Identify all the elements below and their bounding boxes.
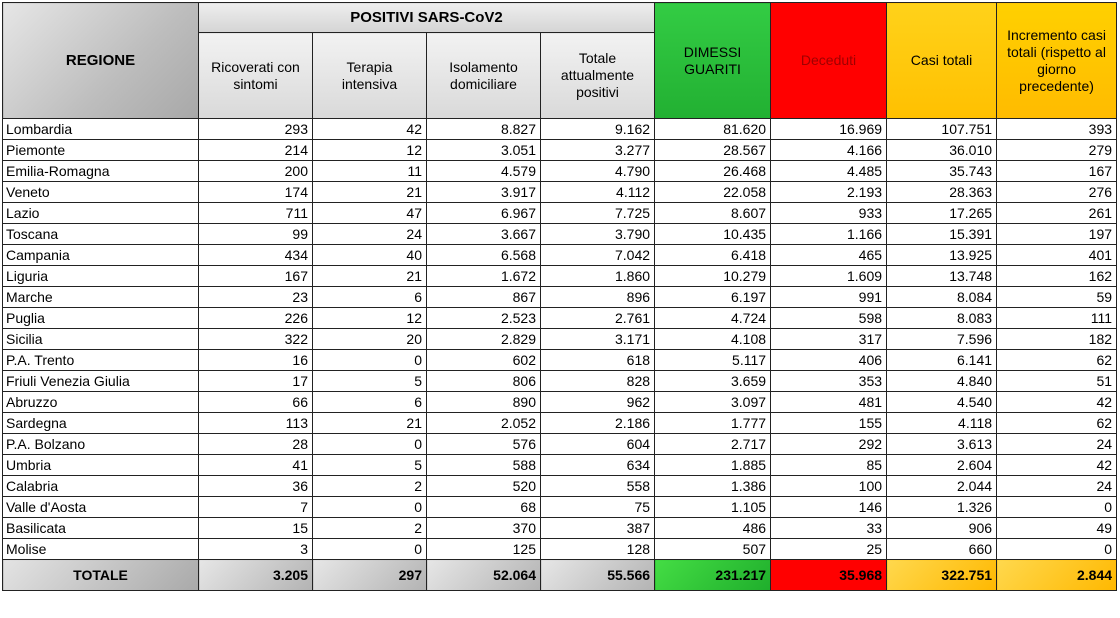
cell-value: 2.052 <box>427 413 541 434</box>
cell-value: 42 <box>997 455 1117 476</box>
region-name: Abruzzo <box>3 392 199 413</box>
cell-value: 2.604 <box>887 455 997 476</box>
cell-value: 261 <box>997 203 1117 224</box>
total-value: 55.566 <box>541 560 655 591</box>
cell-value: 36 <box>199 476 313 497</box>
cell-value: 7.042 <box>541 245 655 266</box>
cell-value: 3.171 <box>541 329 655 350</box>
table-row <box>3 140 1117 161</box>
table-row <box>3 245 1117 266</box>
cell-value: 1.166 <box>771 224 887 245</box>
cell-value: 1.105 <box>655 497 771 518</box>
total-row <box>3 560 1117 591</box>
cell-value: 393 <box>997 119 1117 140</box>
cell-value: 51 <box>997 371 1117 392</box>
cell-value: 13.748 <box>887 266 997 287</box>
region-name: Liguria <box>3 266 199 287</box>
cell-value: 7.725 <box>541 203 655 224</box>
cell-value: 828 <box>541 371 655 392</box>
cell-value: 28.567 <box>655 140 771 161</box>
cell-value: 17.265 <box>887 203 997 224</box>
cell-value: 40 <box>313 245 427 266</box>
total-value: 297 <box>313 560 427 591</box>
table-row <box>3 371 1117 392</box>
cell-value: 4.485 <box>771 161 887 182</box>
cell-value: 41 <box>199 455 313 476</box>
cell-value: 107.751 <box>887 119 997 140</box>
cell-value: 85 <box>771 455 887 476</box>
cell-value: 4.840 <box>887 371 997 392</box>
table-row <box>3 350 1117 371</box>
region-name: P.A. Trento <box>3 350 199 371</box>
cell-value: 5.117 <box>655 350 771 371</box>
cell-value: 806 <box>427 371 541 392</box>
cell-value: 3.051 <box>427 140 541 161</box>
cell-value: 4.540 <box>887 392 997 413</box>
cell-value: 7 <box>199 497 313 518</box>
cell-value: 3.659 <box>655 371 771 392</box>
cell-value: 1.386 <box>655 476 771 497</box>
region-name: Valle d'Aosta <box>3 497 199 518</box>
cell-value: 2 <box>313 518 427 539</box>
region-name: Toscana <box>3 224 199 245</box>
cell-value: 276 <box>997 182 1117 203</box>
cell-value: 2.186 <box>541 413 655 434</box>
cell-value: 0 <box>313 497 427 518</box>
region-name: Campania <box>3 245 199 266</box>
cell-value: 2.761 <box>541 308 655 329</box>
cell-value: 62 <box>997 350 1117 371</box>
cell-value: 962 <box>541 392 655 413</box>
region-name: Calabria <box>3 476 199 497</box>
cell-value: 896 <box>541 287 655 308</box>
cell-value: 75 <box>541 497 655 518</box>
region-name: P.A. Bolzano <box>3 434 199 455</box>
cell-value: 0 <box>997 539 1117 560</box>
cell-value: 24 <box>997 434 1117 455</box>
cell-value: 128 <box>541 539 655 560</box>
cell-value: 21 <box>313 182 427 203</box>
cell-value: 1.777 <box>655 413 771 434</box>
cell-value: 24 <box>997 476 1117 497</box>
cell-value: 16.969 <box>771 119 887 140</box>
cell-value: 1.885 <box>655 455 771 476</box>
region-name: Basilicata <box>3 518 199 539</box>
cell-value: 6.197 <box>655 287 771 308</box>
cell-value: 711 <box>199 203 313 224</box>
cell-value: 68 <box>427 497 541 518</box>
header-positivi: POSITIVI SARS-CoV2 <box>199 3 655 33</box>
cell-value: 21 <box>313 413 427 434</box>
cell-value: 162 <box>997 266 1117 287</box>
cell-value: 214 <box>199 140 313 161</box>
cell-value: 634 <box>541 455 655 476</box>
cell-value: 576 <box>427 434 541 455</box>
header-dimessi: DIMESSI GUARITI <box>655 3 771 119</box>
cell-value: 2.044 <box>887 476 997 497</box>
cell-value: 322 <box>199 329 313 350</box>
cell-value: 167 <box>199 266 313 287</box>
cell-value: 10.435 <box>655 224 771 245</box>
cell-value: 991 <box>771 287 887 308</box>
table-row <box>3 161 1117 182</box>
region-name: Friuli Venezia Giulia <box>3 371 199 392</box>
cell-value: 0 <box>313 539 427 560</box>
cell-value: 3.917 <box>427 182 541 203</box>
cell-value: 15 <box>199 518 313 539</box>
header-totale-positivi: Totale attualmente positivi <box>541 33 655 119</box>
cell-value: 890 <box>427 392 541 413</box>
cell-value: 370 <box>427 518 541 539</box>
cell-value: 293 <box>199 119 313 140</box>
cell-value: 2.829 <box>427 329 541 350</box>
cell-value: 182 <box>997 329 1117 350</box>
cell-value: 6.967 <box>427 203 541 224</box>
cell-value: 15.391 <box>887 224 997 245</box>
cell-value: 1.326 <box>887 497 997 518</box>
cell-value: 4.118 <box>887 413 997 434</box>
cell-value: 10.279 <box>655 266 771 287</box>
cell-value: 618 <box>541 350 655 371</box>
cell-value: 4.108 <box>655 329 771 350</box>
total-value: 3.205 <box>199 560 313 591</box>
cell-value: 47 <box>313 203 427 224</box>
table-row <box>3 182 1117 203</box>
cell-value: 22.058 <box>655 182 771 203</box>
cell-value: 6.141 <box>887 350 997 371</box>
table-row <box>3 119 1117 140</box>
table-row <box>3 203 1117 224</box>
header-ricoverati: Ricoverati con sintomi <box>199 33 313 119</box>
region-name: Puglia <box>3 308 199 329</box>
cell-value: 35.743 <box>887 161 997 182</box>
cell-value: 3.097 <box>655 392 771 413</box>
cell-value: 2 <box>313 476 427 497</box>
cell-value: 8.827 <box>427 119 541 140</box>
cell-value: 16 <box>199 350 313 371</box>
cell-value: 507 <box>655 539 771 560</box>
cell-value: 174 <box>199 182 313 203</box>
cell-value: 6 <box>313 392 427 413</box>
region-name: Lombardia <box>3 119 199 140</box>
cell-value: 353 <box>771 371 887 392</box>
cell-value: 660 <box>887 539 997 560</box>
header-isolamento: Isolamento domiciliare <box>427 33 541 119</box>
table-row <box>3 413 1117 434</box>
header-casi-totali: Casi totali <box>887 3 997 119</box>
cell-value: 8.083 <box>887 308 997 329</box>
cell-value: 66 <box>199 392 313 413</box>
cell-value: 317 <box>771 329 887 350</box>
region-name: Molise <box>3 539 199 560</box>
table-row <box>3 539 1117 560</box>
header-incremento: Incremento casi totali (rispetto al giorno precedente) <box>997 3 1117 119</box>
cell-value: 1.609 <box>771 266 887 287</box>
cell-value: 13.925 <box>887 245 997 266</box>
cell-value: 11 <box>313 161 427 182</box>
region-name: Veneto <box>3 182 199 203</box>
table-row <box>3 329 1117 350</box>
header-regione: REGIONE <box>3 3 199 119</box>
cell-value: 49 <box>997 518 1117 539</box>
cell-value: 486 <box>655 518 771 539</box>
cell-value: 598 <box>771 308 887 329</box>
cell-value: 6.568 <box>427 245 541 266</box>
cell-value: 5 <box>313 455 427 476</box>
cell-value: 59 <box>997 287 1117 308</box>
region-name: Marche <box>3 287 199 308</box>
cell-value: 604 <box>541 434 655 455</box>
table-row <box>3 392 1117 413</box>
cell-value: 1.860 <box>541 266 655 287</box>
cell-value: 21 <box>313 266 427 287</box>
cell-value: 3 <box>199 539 313 560</box>
cell-value: 20 <box>313 329 427 350</box>
cell-value: 12 <box>313 308 427 329</box>
cell-value: 167 <box>997 161 1117 182</box>
cell-value: 100 <box>771 476 887 497</box>
cell-value: 28.363 <box>887 182 997 203</box>
cell-value: 867 <box>427 287 541 308</box>
cell-value: 7.596 <box>887 329 997 350</box>
cell-value: 226 <box>199 308 313 329</box>
total-value: 52.064 <box>427 560 541 591</box>
cell-value: 8.607 <box>655 203 771 224</box>
cell-value: 387 <box>541 518 655 539</box>
header-deceduti: Deceduti <box>771 3 887 119</box>
cell-value: 3.667 <box>427 224 541 245</box>
table-row <box>3 266 1117 287</box>
cell-value: 24 <box>313 224 427 245</box>
cell-value: 434 <box>199 245 313 266</box>
total-value: 322.751 <box>887 560 997 591</box>
table-row <box>3 434 1117 455</box>
cell-value: 155 <box>771 413 887 434</box>
total-label: TOTALE <box>3 560 199 591</box>
cell-value: 401 <box>997 245 1117 266</box>
cell-value: 0 <box>313 434 427 455</box>
cell-value: 3.613 <box>887 434 997 455</box>
cell-value: 933 <box>771 203 887 224</box>
cell-value: 481 <box>771 392 887 413</box>
cell-value: 99 <box>199 224 313 245</box>
cell-value: 62 <box>997 413 1117 434</box>
covid-table <box>2 2 1117 591</box>
table-body <box>3 119 1117 591</box>
cell-value: 4.112 <box>541 182 655 203</box>
region-name: Umbria <box>3 455 199 476</box>
cell-value: 28 <box>199 434 313 455</box>
cell-value: 6 <box>313 287 427 308</box>
cell-value: 2.523 <box>427 308 541 329</box>
cell-value: 4.724 <box>655 308 771 329</box>
cell-value: 292 <box>771 434 887 455</box>
cell-value: 520 <box>427 476 541 497</box>
cell-value: 36.010 <box>887 140 997 161</box>
region-name: Sardegna <box>3 413 199 434</box>
cell-value: 5 <box>313 371 427 392</box>
cell-value: 25 <box>771 539 887 560</box>
table-row <box>3 224 1117 245</box>
table-row <box>3 308 1117 329</box>
cell-value: 4.579 <box>427 161 541 182</box>
cell-value: 8.084 <box>887 287 997 308</box>
region-name: Emilia-Romagna <box>3 161 199 182</box>
cell-value: 406 <box>771 350 887 371</box>
cell-value: 0 <box>997 497 1117 518</box>
cell-value: 23 <box>199 287 313 308</box>
cell-value: 6.418 <box>655 245 771 266</box>
table-row <box>3 287 1117 308</box>
cell-value: 81.620 <box>655 119 771 140</box>
cell-value: 125 <box>427 539 541 560</box>
cell-value: 146 <box>771 497 887 518</box>
cell-value: 200 <box>199 161 313 182</box>
cell-value: 465 <box>771 245 887 266</box>
cell-value: 9.162 <box>541 119 655 140</box>
cell-value: 558 <box>541 476 655 497</box>
total-value: 231.217 <box>655 560 771 591</box>
cell-value: 26.468 <box>655 161 771 182</box>
cell-value: 906 <box>887 518 997 539</box>
cell-value: 1.672 <box>427 266 541 287</box>
cell-value: 0 <box>313 350 427 371</box>
cell-value: 4.790 <box>541 161 655 182</box>
table-row <box>3 497 1117 518</box>
cell-value: 4.166 <box>771 140 887 161</box>
cell-value: 12 <box>313 140 427 161</box>
cell-value: 17 <box>199 371 313 392</box>
cell-value: 3.790 <box>541 224 655 245</box>
region-name: Piemonte <box>3 140 199 161</box>
total-value: 2.844 <box>997 560 1117 591</box>
cell-value: 2.193 <box>771 182 887 203</box>
cell-value: 2.717 <box>655 434 771 455</box>
cell-value: 279 <box>997 140 1117 161</box>
cell-value: 42 <box>997 392 1117 413</box>
cell-value: 42 <box>313 119 427 140</box>
cell-value: 602 <box>427 350 541 371</box>
region-name: Lazio <box>3 203 199 224</box>
cell-value: 588 <box>427 455 541 476</box>
region-name: Sicilia <box>3 329 199 350</box>
table-row <box>3 455 1117 476</box>
total-value: 35.968 <box>771 560 887 591</box>
table-row <box>3 476 1117 497</box>
header-terapia: Terapia intensiva <box>313 33 427 119</box>
table-row <box>3 518 1117 539</box>
cell-value: 3.277 <box>541 140 655 161</box>
cell-value: 33 <box>771 518 887 539</box>
cell-value: 111 <box>997 308 1117 329</box>
cell-value: 113 <box>199 413 313 434</box>
cell-value: 197 <box>997 224 1117 245</box>
